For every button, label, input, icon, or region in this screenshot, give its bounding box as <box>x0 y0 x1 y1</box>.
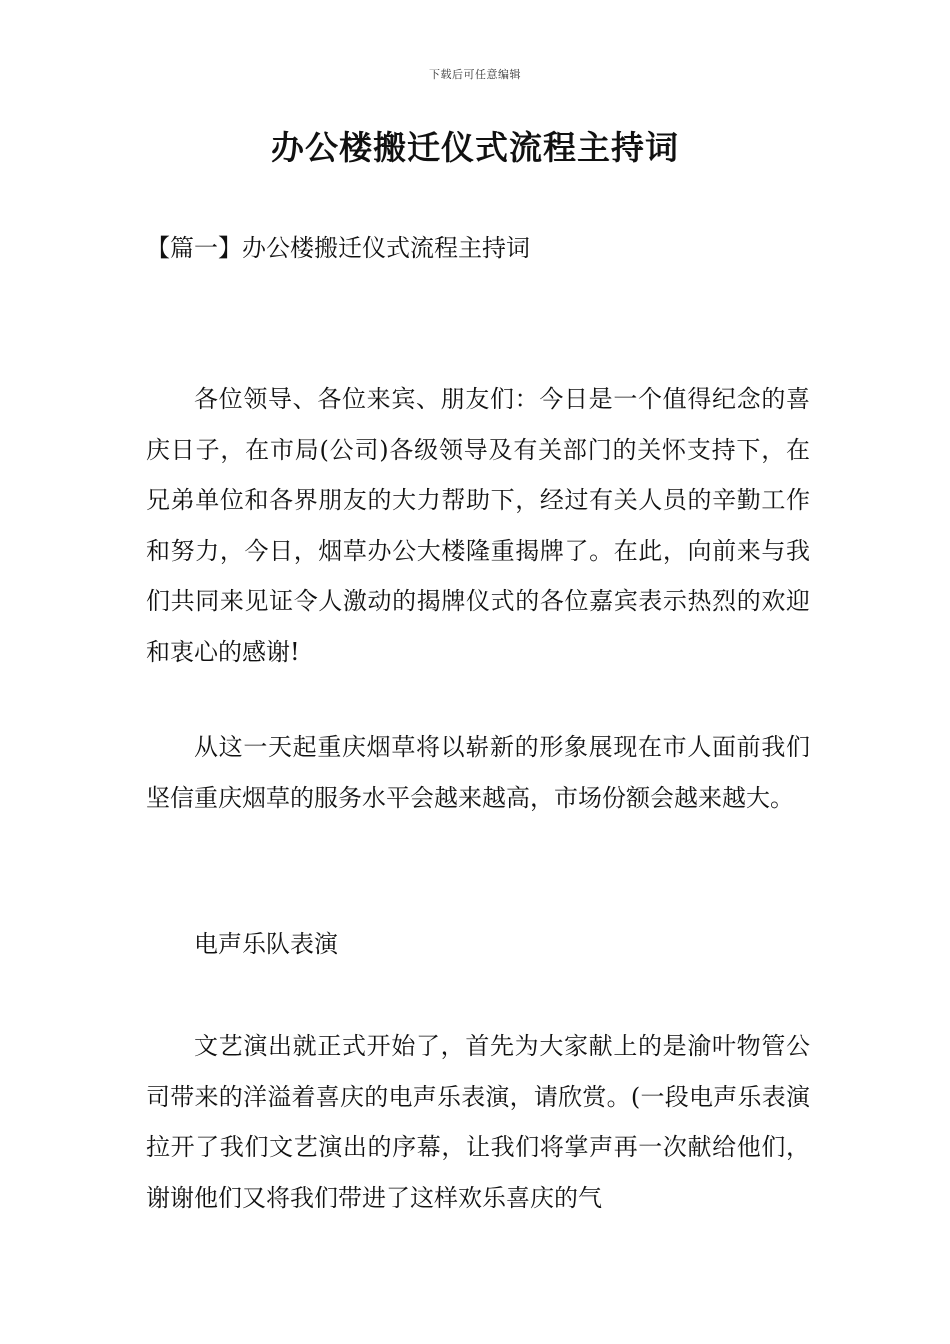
paragraph-outlook: 从这一天起重庆烟草将以崭新的形象展现在市人面前我们坚信重庆烟草的服务水平会越来越高，市场份额会越来越大。 <box>146 733 810 812</box>
paragraph-performance-intro: 文艺演出就正式开始了，首先为大家献上的是渝叶物管公司带来的洋溢着喜庆的电声乐表演，请欣赏。(一段电声乐表演拉开了我们文艺演出的序幕，让我们将掌声再一次献给他们，谢谢他们又将我们带进了这样欢乐喜庆的气 <box>146 1032 810 1212</box>
document-title: 办公楼搬迁仪式流程主持词 <box>271 128 679 167</box>
section-heading: 【篇一】办公楼搬迁仪式流程主持词 <box>146 234 530 262</box>
paragraph-welcome: 各位领导、各位来宾、朋友们：今日是一个值得纪念的喜庆日子，在市局(公司)各级领导及有关部门的关怀支持下，在兄弟单位和各界朋友的大力帮助下，经过有关人员的辛勤工作和努力，今日，烟草办公大楼隆重揭牌了。在此，向前来与我们共同来见证令人激动的揭牌仪式的各位嘉宾表示热烈的欢迎和衷心的感谢! <box>146 385 810 666</box>
paragraph-band-performance: 电声乐队表演 <box>194 930 338 958</box>
header-note: 下载后可任意编辑 <box>429 68 521 81</box>
